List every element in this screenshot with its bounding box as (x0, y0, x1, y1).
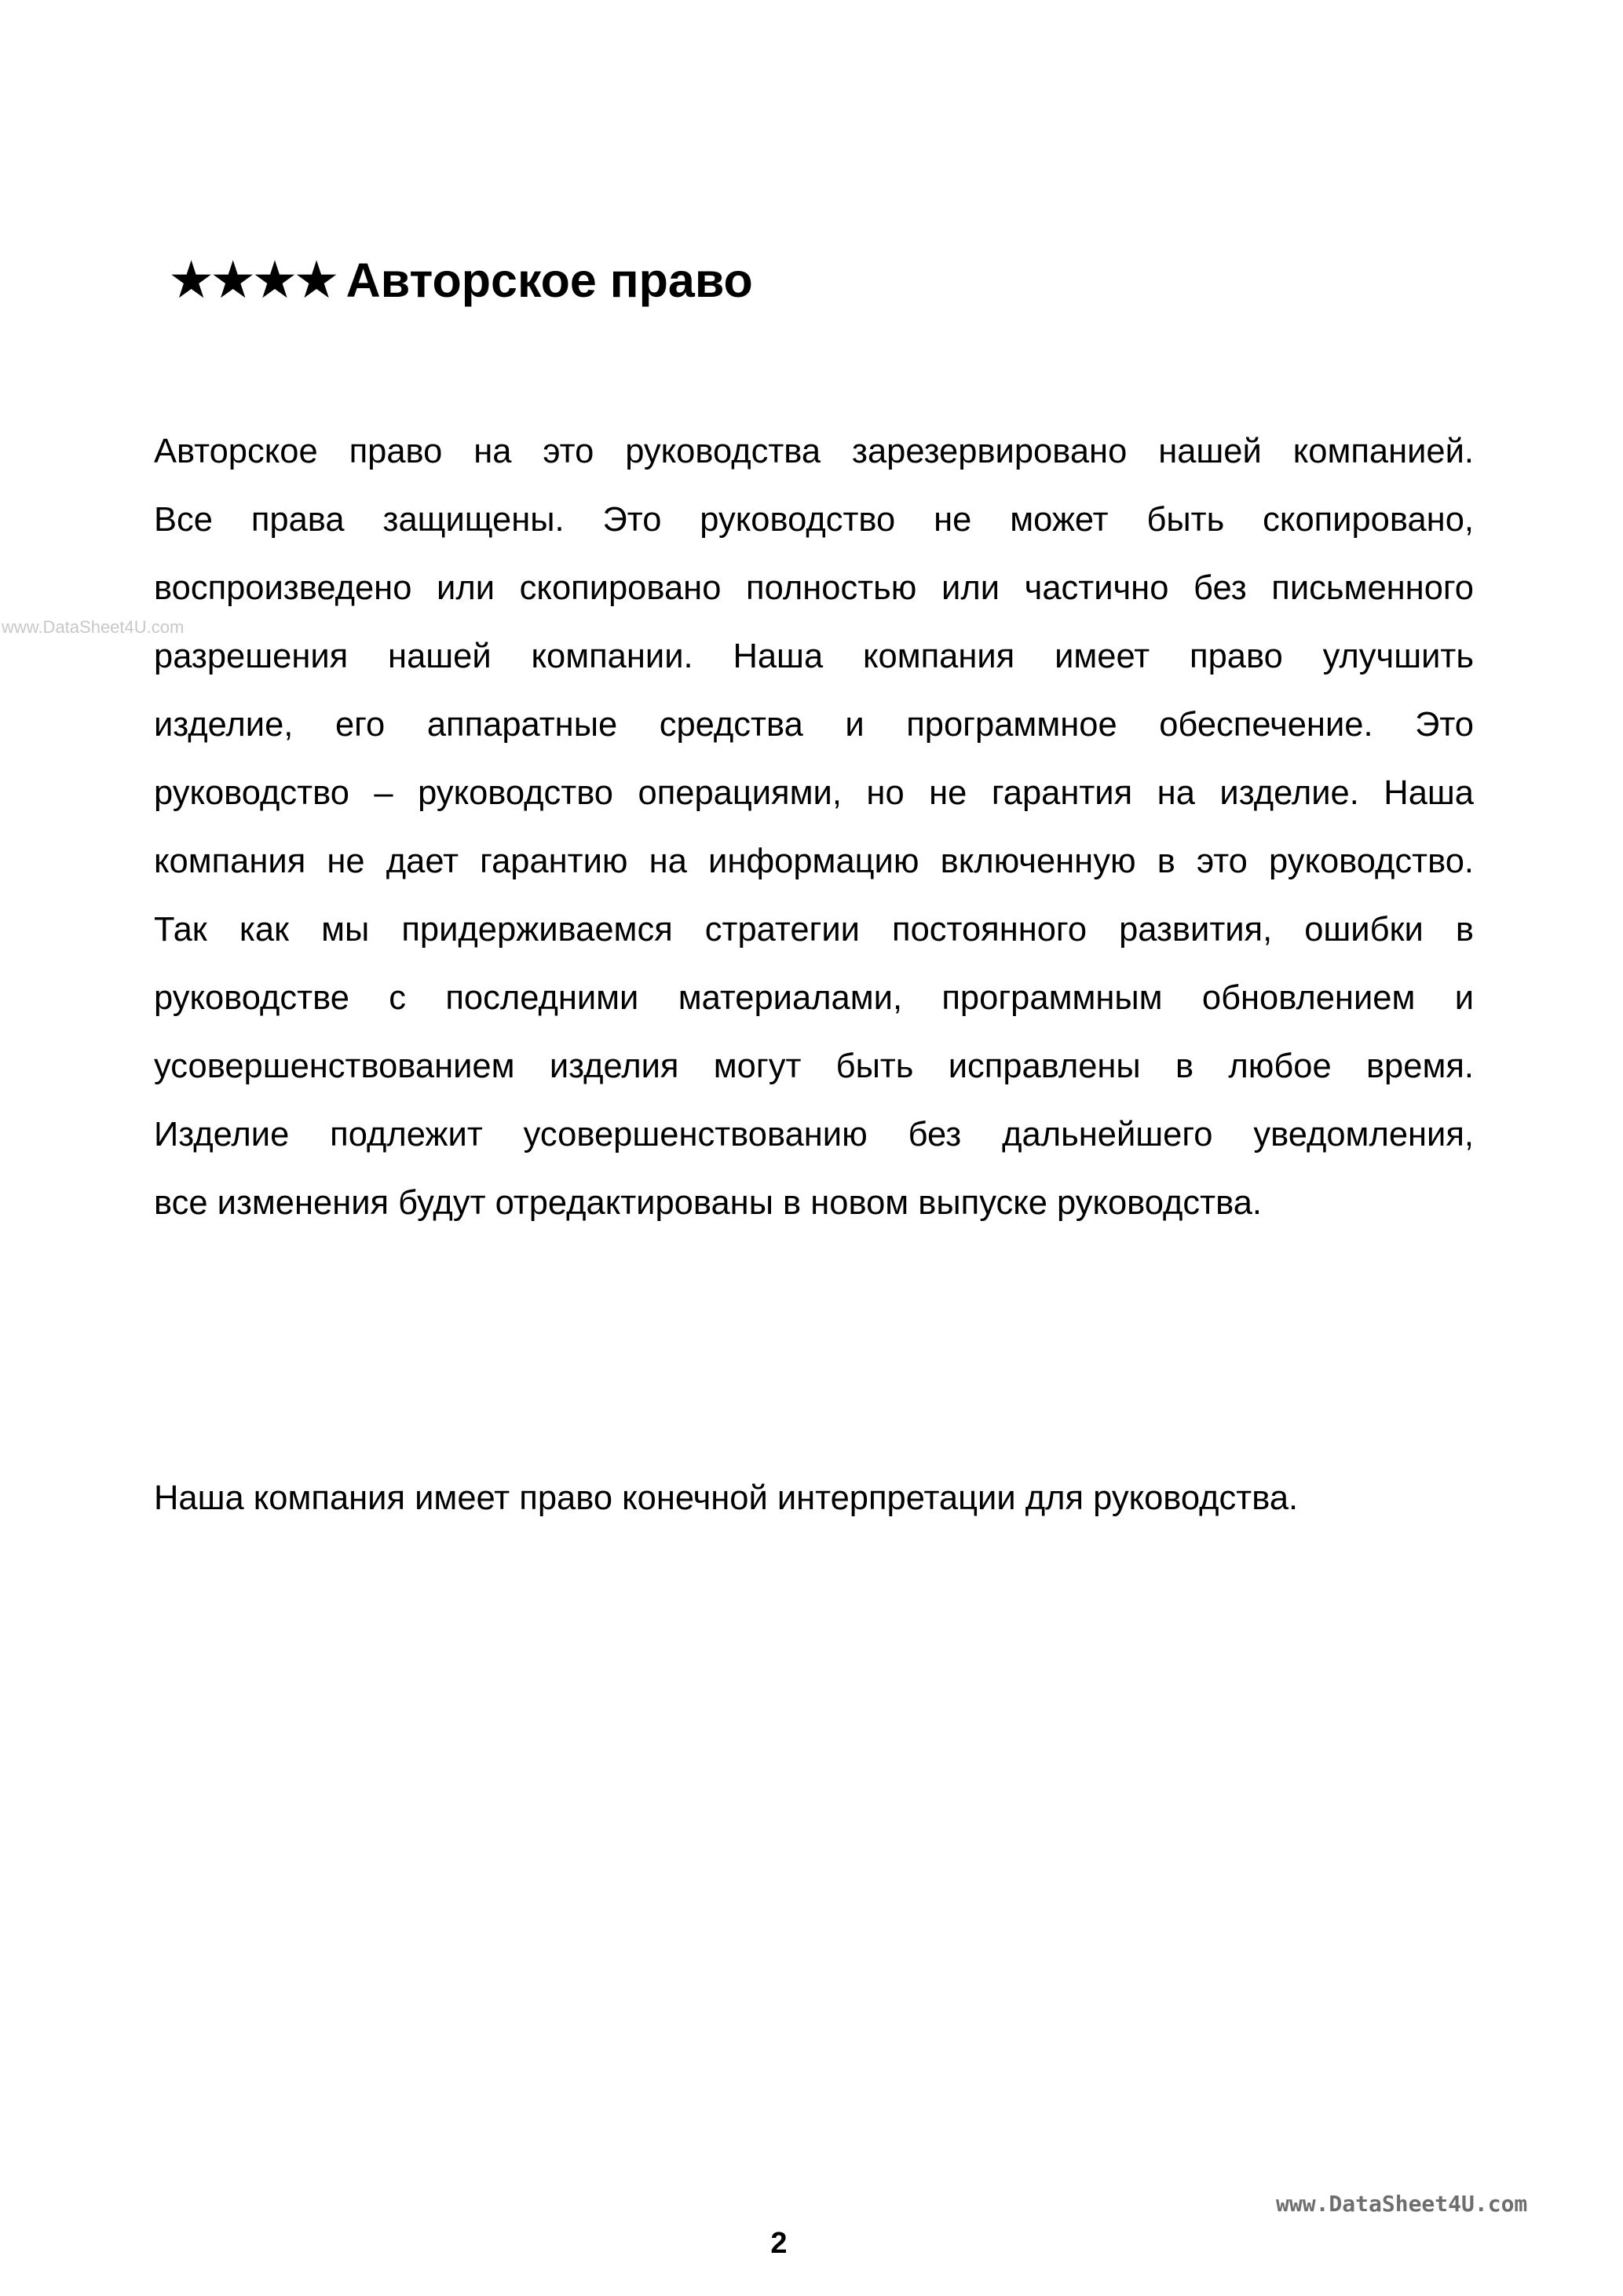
section-heading (168, 245, 753, 316)
footer-watermark: www.DataSheet4U.com (1276, 2191, 1528, 2217)
paragraph-line: Изделие подлежит усовершенствованию без дальнейшего уведомления, (154, 1116, 1474, 1153)
paragraph-line: руководстве с последними материалами, программным обновлением и (154, 979, 1474, 1017)
final-statement: Наша компания имеет право конечной интерпретации для руководства. (154, 1479, 1299, 1517)
paragraph-line: воспроизведено или скопировано полностью или частично без письменного (154, 569, 1474, 607)
section-title: Авторское право (345, 253, 753, 307)
paragraph-line: руководство – руководство операциями, но не гарантия на изделие. Наша (154, 774, 1474, 812)
side-watermark: www.DataSheet4U.com (2, 617, 185, 637)
paragraph-line: Все права защищены. Это руководство не может быть скопировано, (154, 501, 1474, 539)
paragraph-line: Авторское право на это руководства зарезервировано нашей компанией. (154, 433, 1474, 470)
paragraph-line: все изменения будут отредактированы в новом выпуске руководства. (154, 1184, 1262, 1222)
paragraph-line: Так как мы придерживаемся стратегии постоянного развития, ошибки в (154, 911, 1474, 949)
copyright-paragraph (154, 426, 1474, 1245)
paragraph-line: усовершенствованием изделия могут быть исправлены в любое время. (154, 1047, 1474, 1085)
paragraph-line: изделие, его аппаратные средства и программное обеспечение. Это (154, 706, 1474, 744)
paragraph-line: разрешения нашей компании. Наша компания имеет право улучшить (154, 638, 1474, 675)
page-number: 2 (770, 2227, 788, 2260)
star-icons: ★★★★ (168, 250, 335, 310)
paragraph-line: компания не дает гарантию на информацию включенную в это руководство. (154, 843, 1474, 880)
